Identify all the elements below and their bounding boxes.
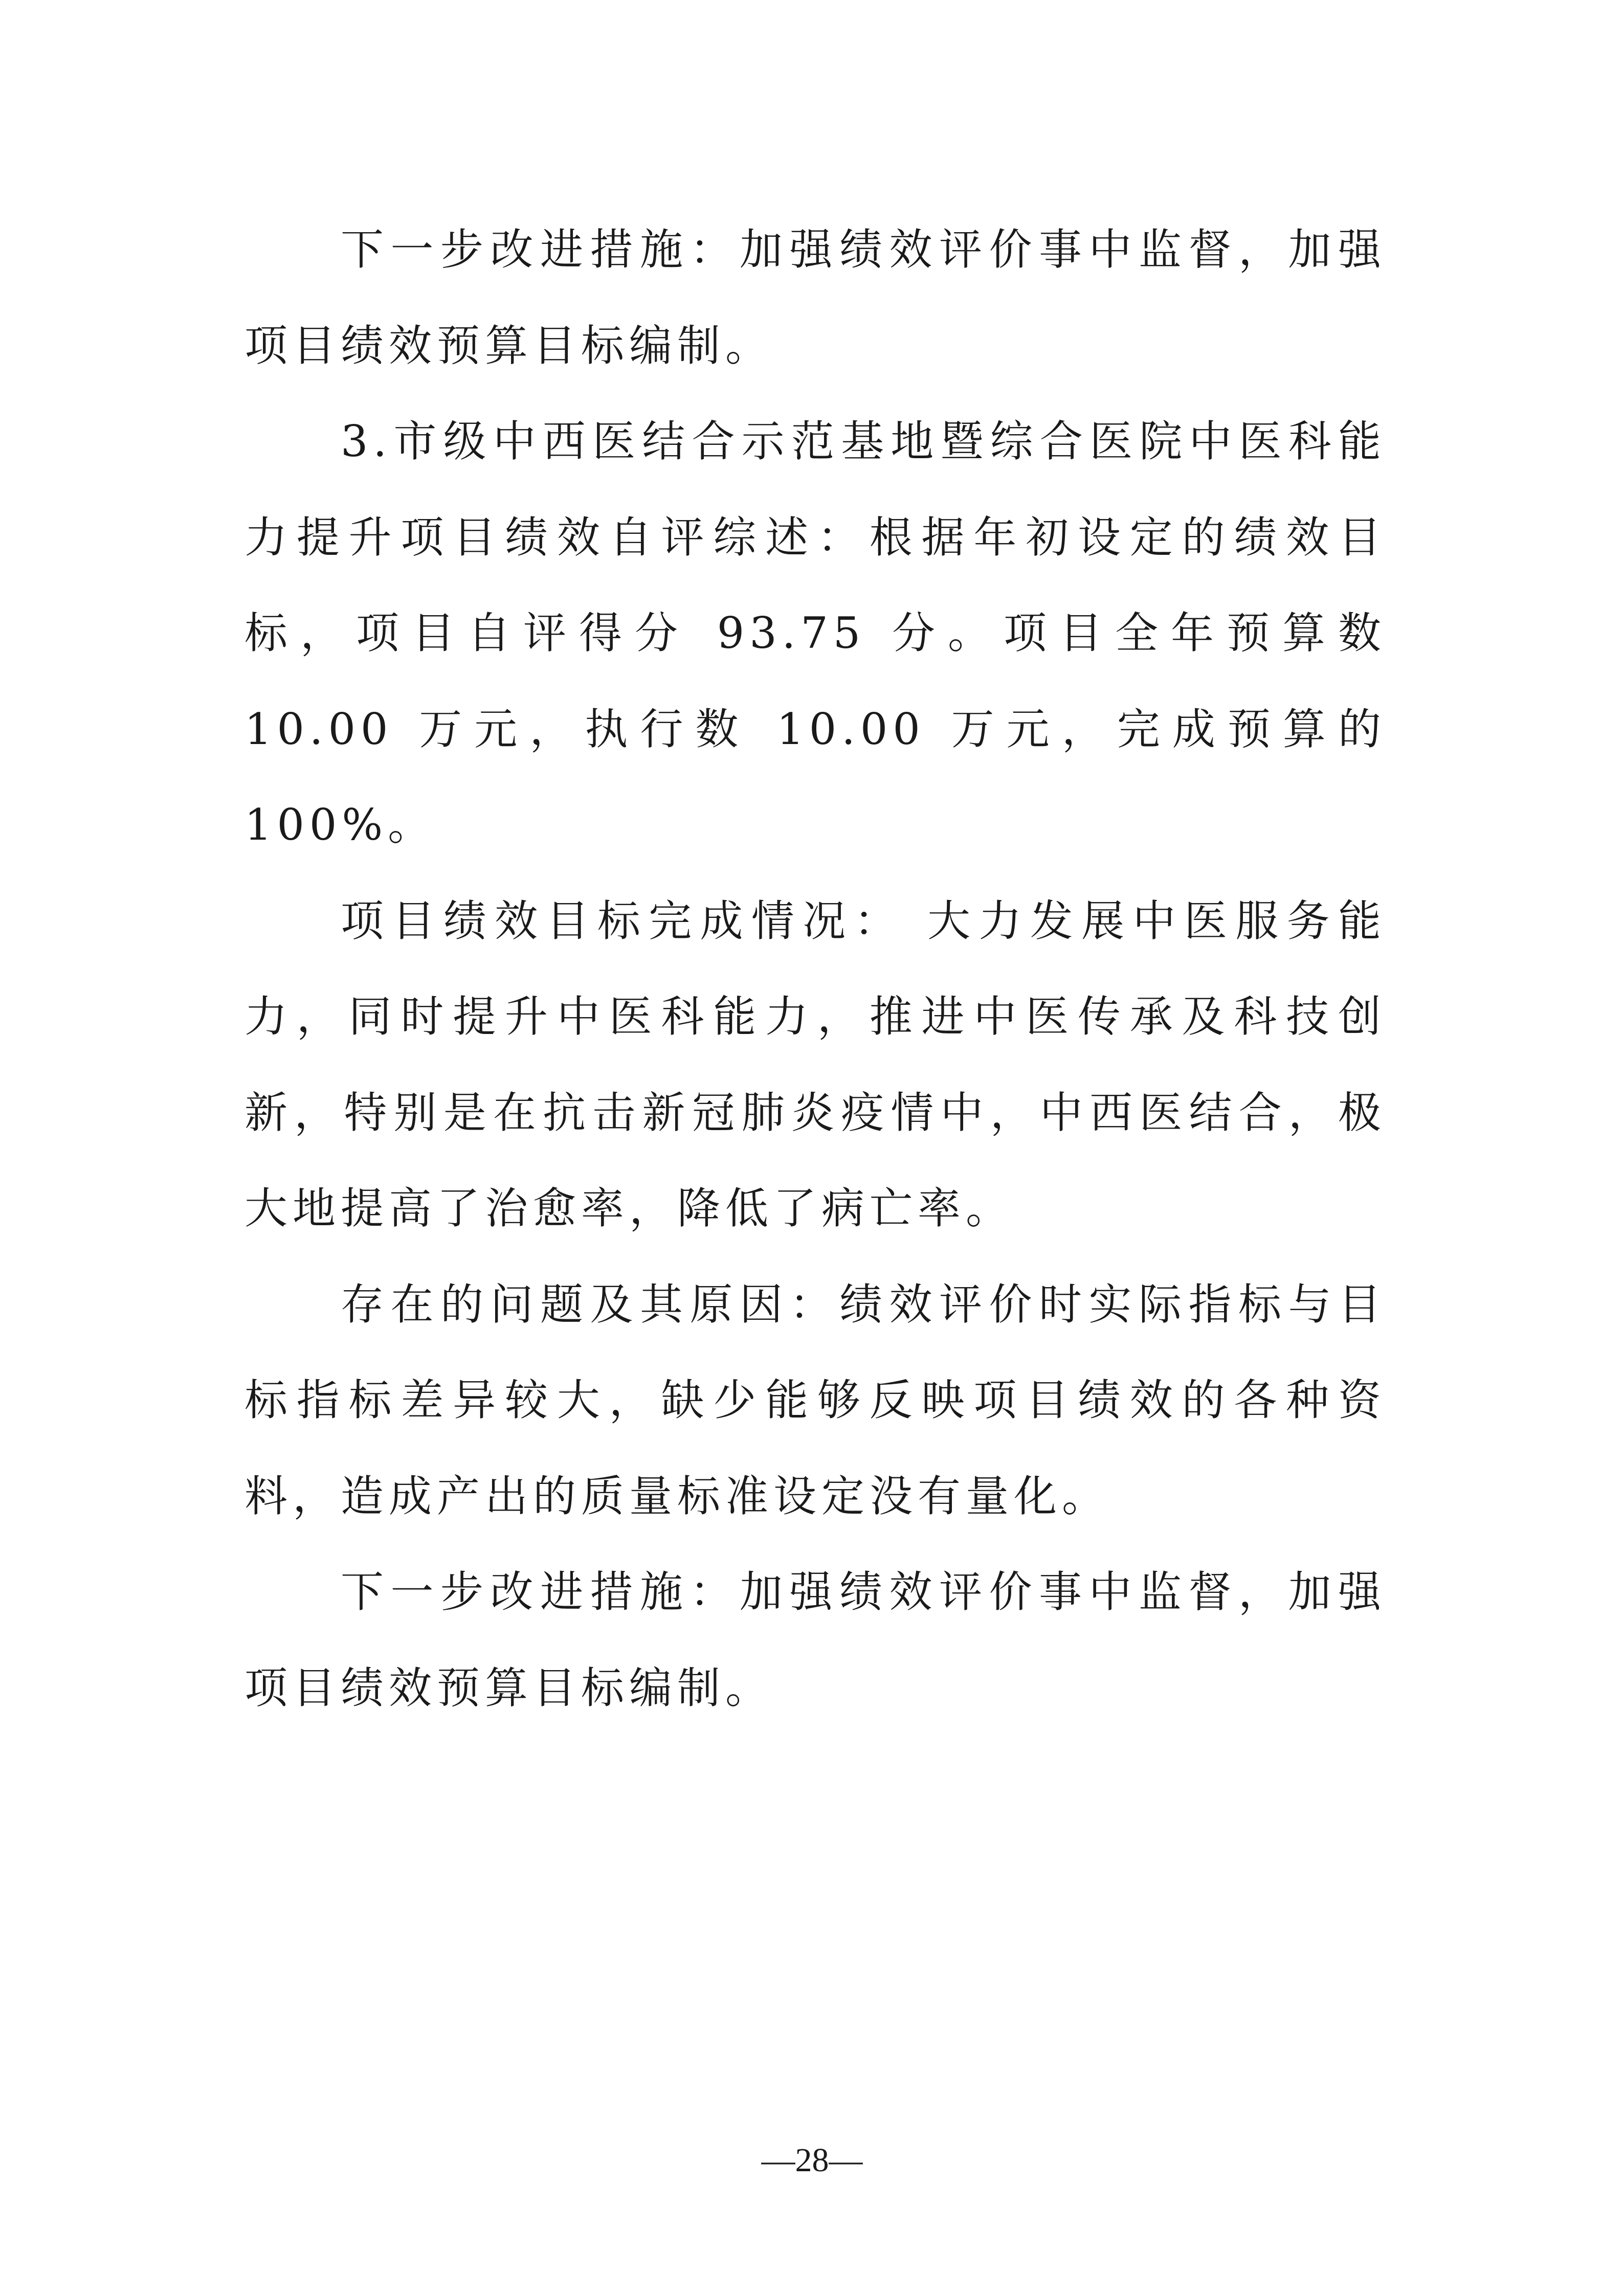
body-text: [244, 202, 1386, 1736]
paragraph-problems-causes: 存在的问题及其原因：绩效评价时实际指标与目标指标差异较大，缺少能够反映项目绩效的各种资料，造成产出的质量标准设定没有量化。: [244, 1279, 1386, 1521]
paragraph-improvement-measures-2: 下一步改进措施：加强绩效评价事中监督，加强项目绩效预算目标编制。: [244, 1567, 1386, 1713]
page-number: —28—: [761, 2142, 863, 2179]
paragraph-improvement-measures: 下一步改进措施：加强绩效评价事中监督，加强项目绩效预算目标编制。: [244, 224, 1386, 371]
paragraph-project-summary: 3.市级中西医结合示范基地暨综合医院中医科能力提升项目绩效自评综述：根据年初设定的绩效目标，项目自评得分 93.75 分。项目全年预算数 10.00 万元，执行数 10.00 万元，完成预算的 100%。: [244, 416, 1386, 850]
paragraph-goal-completion: 项目绩效目标完成情况： 大力发展中医服务能力，同时提升中医科能力，推进中医传承及科技创新，特别是在抗击新冠肺炎疫情中，中西医结合，极大地提高了治愈率，降低了病亡率。: [244, 895, 1386, 1233]
